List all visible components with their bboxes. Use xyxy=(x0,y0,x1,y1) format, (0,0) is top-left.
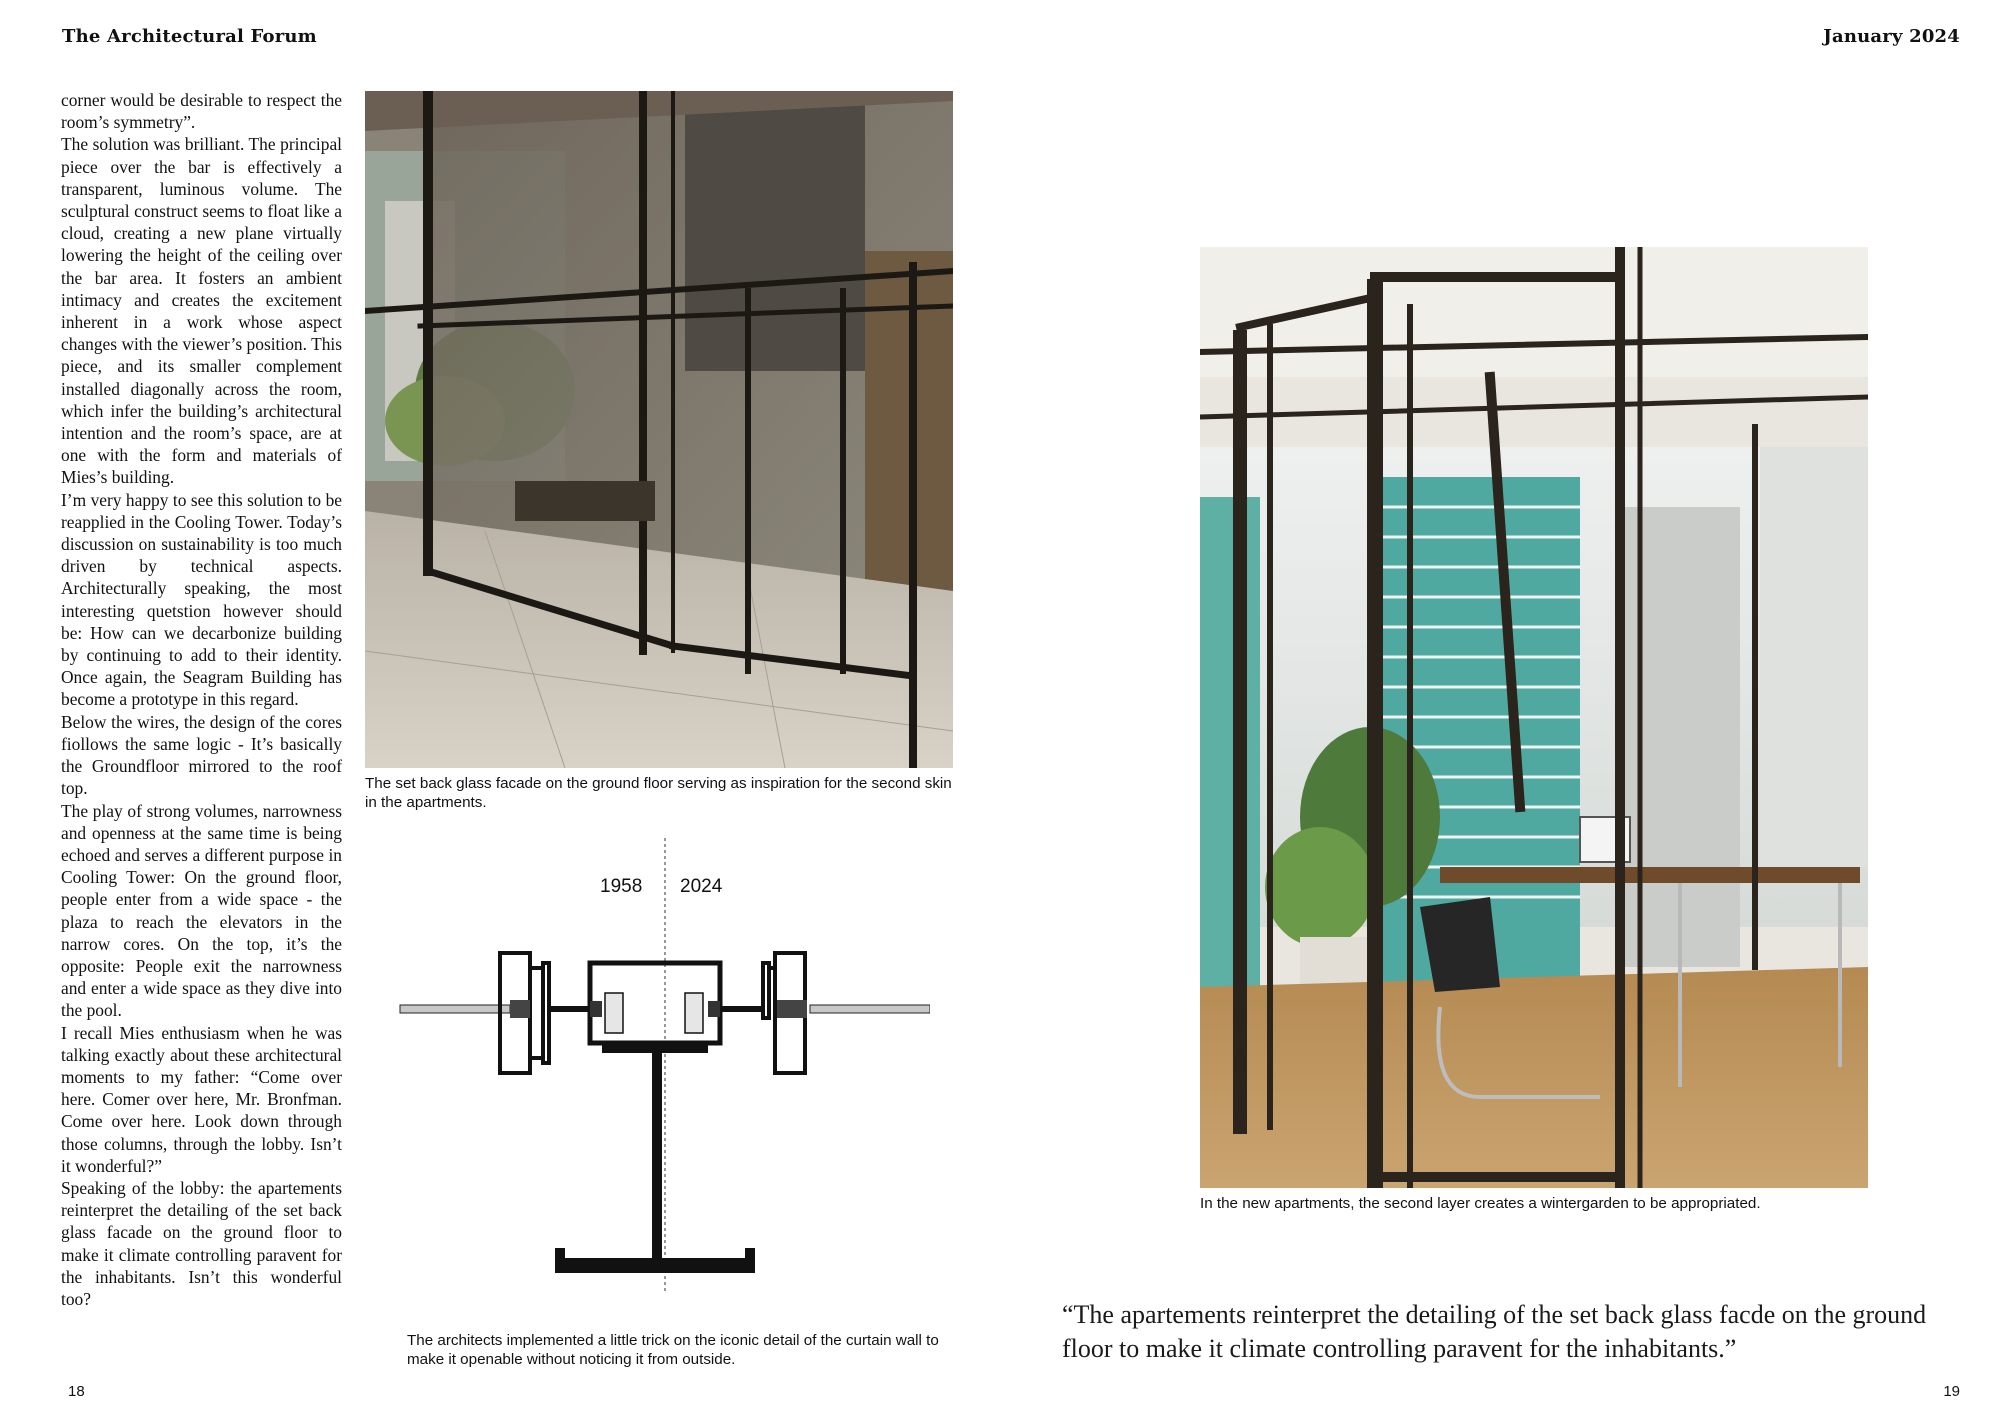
apartment-render-illustration xyxy=(1200,247,1868,1188)
lobby-photo-caption: The set back glass facade on the ground floor serving as inspiration for the second skin in the apartments. xyxy=(365,775,952,811)
lobby-photo xyxy=(365,91,953,768)
article-body xyxy=(61,89,342,1310)
curtain-wall-detail-drawing xyxy=(395,838,930,1293)
right-page xyxy=(1000,0,2000,1414)
page-number-left: 18 xyxy=(68,1383,85,1400)
paragraph: Below the wires, the design of the cores fiollows the same logic - It’s basically the Groundfloor mirrored to the roof top. xyxy=(61,711,342,799)
apartment-render xyxy=(1200,247,1868,1188)
year-label-left: 1958 xyxy=(600,876,643,897)
issue-date: January 2024 xyxy=(1823,26,1960,47)
paragraph: The solution was brilliant. The principal piece over the bar is effectively a transparent, luminous volume. The sculptural construct seems to float like a cloud, creating a new plane virtually lowering the height of the ceiling over the bar area. It fosters an ambient intimacy and creates the excitement inherent in a work whose aspect changes with the viewer’s position. This piece, and its smaller complement installed diagonally across the room, which infer the building’s architectural intention and the room’s space, are at one with the form and materials of Mies’s building. xyxy=(61,134,342,488)
page-number-right: 19 xyxy=(1943,1383,1960,1400)
apartment-render-caption: In the new apartments, the second layer creates a wintergarden to be appropriated. xyxy=(1200,1195,1761,1212)
paragraph: Speaking of the lobby: the apartements reinterpret the detailing of the set back glass facade on the ground floor to make it climate controlling paravent for the inhabitants. Isn’t this wonderful too? xyxy=(61,1177,342,1309)
publication-title: The Architectural Forum xyxy=(62,26,317,47)
lobby-photo-illustration xyxy=(365,91,953,768)
paragraph: corner would be desirable to respect the room’s symmetry”. xyxy=(61,90,342,133)
curtain-wall-detail xyxy=(395,838,930,1293)
detail-caption: The architects implemented a little trick on the iconic detail of the curtain wall to make it openable without noticing it from outside. xyxy=(407,1332,939,1368)
paragraph: I’m very happy to see this solution to be reapplied in the Cooling Tower. Today’s discussion on sustainability is too much driven by technical aspects. Architecturally speaking, the most interesting quetstion however should be: How can we decarbonize building by continuing to add to their identity. Once again, the Seagram Building has become a prototype in this regard. xyxy=(61,489,342,710)
year-label-right: 2024 xyxy=(680,876,723,897)
paragraph: The play of strong volumes, narrowness and openness at the same time is being echoed and serves a different purpose in Cooling Tower: On the ground floor, people enter from a wide space - the plaza to reach the elevators in the narrow cores. On the top, it’s the opposite: People exit the narrowness and enter a wide space as they dive into the pool. xyxy=(61,800,342,1021)
paragraph: I recall Mies enthusiasm when he was talking exactly about these architectural moments to my father: “Come over here. Comer over here, Mr. Bronfman. Come over here. Look down through those columns, through the lobby. Isn’t it wonderful?” xyxy=(61,1022,342,1176)
pull-quote: “The apartements reinterpret the detailing of the set back glass facde on the ground floor to make it climate controlling paravent for the inhabitants.” xyxy=(1062,1300,1927,1363)
